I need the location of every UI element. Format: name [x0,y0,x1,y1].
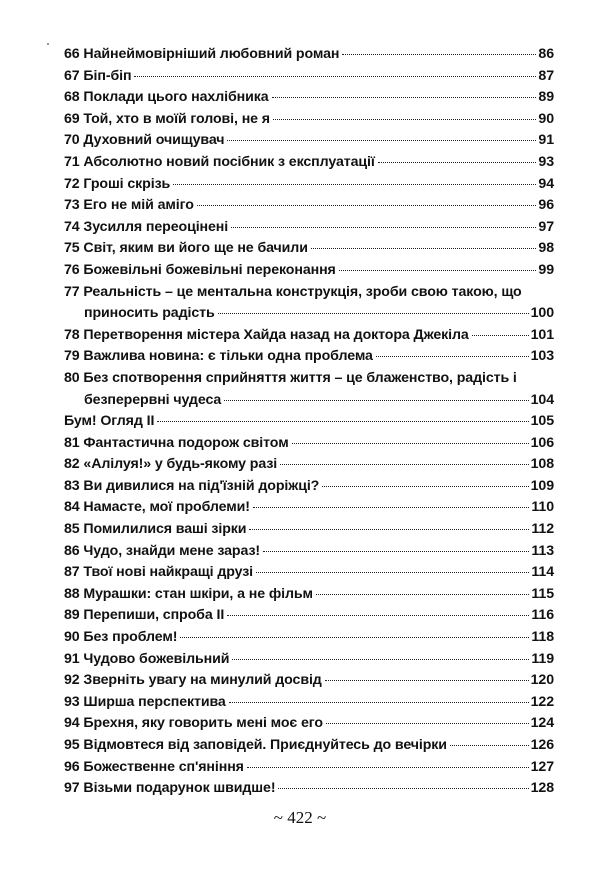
toc-entry-title: 67 Біп-біп [64,67,132,84]
toc-entry [64,433,554,455]
dot-leader [339,270,537,271]
dot-leader [311,248,537,249]
toc-entry-title: 91 Чудово божевільний [64,650,230,667]
dot-leader [231,227,536,228]
toc-entry-title: 83 Ви дивилися на під'їзній доріжці? [64,477,320,494]
dot-leader [218,313,529,314]
dot-leader [292,443,529,444]
toc-entry-page: 94 [538,175,554,192]
toc-entry-title: 86 Чудо, знайди мене зараз! [64,542,261,559]
toc-entry-page: 100 [530,305,554,322]
toc-entry-title-continued: безперервні чудеса [84,391,222,408]
toc-entry-title: 80 Без спотворення сприйняття життя – це блаженство, радість і [64,369,517,386]
toc-entry-title: 85 Помилилися ваші зірки [64,521,247,538]
dot-leader [272,97,537,98]
dot-leader [472,335,529,336]
toc-entry-title: 70 Духовний очищувач [64,132,225,149]
dot-leader [378,162,537,163]
toc-entry-title: 97 Візьми подарунок швидше! [64,780,276,797]
toc-entry-page: 86 [538,46,554,62]
toc-entry [64,476,554,498]
toc-entry-title: 89 Перепиши, спроба ІІ [64,607,225,624]
dot-leader [342,54,536,55]
dot-leader [326,723,529,724]
toc-entry-page: 96 [538,197,554,214]
dot-leader [249,529,529,530]
toc-entry-page: 109 [530,477,554,494]
toc-entry [64,109,554,131]
toc-entry [64,174,554,196]
toc-entry-page: 115 [531,585,554,602]
toc-entry-title: 74 Зусилля переоцінені [64,218,229,235]
toc-entry-title: 88 Мурашки: стан шкіри, а не фільм [64,585,313,602]
toc-entry-title: 92 Зверніть увагу на минулий досвід [64,672,322,689]
toc-entry [64,584,554,606]
toc-entry-title: 66 Найнеймовірніший любовний роман [64,46,340,62]
toc-entry-title: 82 «Алілуя!» у будь-якому разі [64,456,278,473]
toc-entry-page: 127 [530,758,554,775]
dot-leader [273,119,536,120]
toc-entry-title: 68 Поклади цього нахлібника [64,89,269,106]
toc-entry-continuation [64,303,554,325]
toc-entry-page: 104 [530,391,554,408]
dot-leader [229,702,529,703]
scan-dot [47,43,49,45]
toc-entry [64,735,554,757]
toc-entry-page: 120 [530,672,554,689]
toc-entry [64,627,554,649]
toc-entry-title: 77 Реальність – це ментальна конструкція, зроби свою такою, що [64,283,522,300]
toc-entry-title: 84 Намасте, мої проблеми! [64,499,250,516]
toc-entry-title: Бум! Огляд ІІ [64,413,155,430]
toc-entry-page: 114 [531,564,554,581]
toc-entry-title: 90 Без проблем! [64,629,178,646]
dot-leader [263,551,529,552]
toc-entry [64,649,554,671]
toc-entry [64,713,554,735]
toc-entry-title: 79 Важлива новина: є тільки одна проблема [64,348,373,365]
dot-leader [278,788,528,789]
toc-entry-page: 112 [531,521,554,538]
toc-entry-page: 128 [530,780,554,797]
toc-entry [64,238,554,260]
toc-entry [64,346,554,368]
toc-entry-page: 116 [531,607,554,624]
toc-entry-title: 76 Божевільні божевільні переконання [64,261,336,278]
dot-leader [256,572,529,573]
toc-entry-page: 98 [538,240,554,257]
toc-entry-title: 71 Абсолютно новий посібник з експлуатації [64,153,375,170]
toc-entry-title: 87 Твої нові найкращі друзі [64,564,253,581]
toc-entry [64,66,554,88]
dot-leader [376,356,529,357]
toc-entry [64,519,554,541]
toc-entry [64,152,554,174]
toc-entry-title: 75 Світ, яким ви його ще не бачили [64,240,308,257]
toc-entry-page: 101 [530,326,554,343]
dot-leader [180,637,529,638]
toc-entry-page: 105 [530,413,554,430]
toc-entry [64,87,554,109]
toc-entry [64,217,554,239]
dot-leader [157,421,528,422]
toc-entry-continuation [64,390,554,412]
toc-entry-page: 113 [531,542,554,559]
toc-entry [64,778,554,800]
toc-entry-page: 108 [530,456,554,473]
dot-leader [227,615,529,616]
toc-entry [64,670,554,692]
toc-entry-page: 106 [530,434,554,451]
table-of-contents [64,44,554,800]
toc-entry-page: 97 [538,218,554,235]
toc-entry [64,325,554,347]
toc-entry-page: 87 [538,67,554,84]
dot-leader [134,76,536,77]
toc-entry-page: 118 [531,629,554,646]
dot-leader [197,205,537,206]
toc-entry-page: 99 [538,261,554,278]
dot-leader [280,464,529,465]
toc-entry [64,497,554,519]
toc-entry-page: 119 [531,650,554,667]
toc-entry [64,757,554,779]
toc-entry [64,130,554,152]
page-number: ~ 422 ~ [273,808,327,827]
toc-entry-title: 73 Его не мій аміго [64,197,194,214]
toc-entry [64,195,554,217]
toc-entry-page: 91 [538,132,554,149]
dot-leader [253,507,530,508]
toc-entry-title: 96 Божественне сп'яніння [64,758,244,775]
toc-entry [64,282,554,325]
dot-leader [450,745,529,746]
dot-leader [322,486,528,487]
toc-entry [64,44,554,66]
dot-leader [227,140,536,141]
toc-entry-title: 81 Фантастична подорож світом [64,434,289,451]
dot-leader [316,594,529,595]
toc-entry-title-continued: приносить радість [84,305,215,322]
dot-leader [224,400,528,401]
toc-entry-title: 94 Брехня, яку говорить мені моє его [64,715,323,732]
toc-entry-page: 110 [531,499,554,516]
toc-entry [64,260,554,282]
toc-entry-page: 126 [530,737,554,753]
toc-entry [64,368,554,411]
toc-entry-page: 93 [538,153,554,170]
toc-entry-title: 78 Перетворення містера Хайда назад на доктора Джекіла [64,326,469,343]
toc-entry [64,411,554,433]
toc-entry [64,541,554,563]
dot-leader [325,680,529,681]
toc-entry-title: 69 Той, хто в моїй голові, не я [64,110,270,127]
dot-leader [173,184,536,185]
toc-entry-page: 90 [538,110,554,127]
toc-entry-title: 95 Відмовтеся від заповідей. Приєднуйтесь до вечірки [64,737,447,753]
toc-entry [64,692,554,714]
toc-entry-page: 89 [538,89,554,106]
toc-entry-title: 72 Гроші скрізь [64,175,171,192]
toc-entry-page: 122 [530,693,554,710]
toc-entry [64,605,554,627]
toc-entry [64,562,554,584]
dot-leader [247,767,529,768]
toc-entry-page: 124 [530,715,554,732]
toc-entry-page: 103 [530,348,554,365]
toc-entry-title: 93 Ширша перспектива [64,693,226,710]
dot-leader [232,659,529,660]
toc-entry [64,454,554,476]
